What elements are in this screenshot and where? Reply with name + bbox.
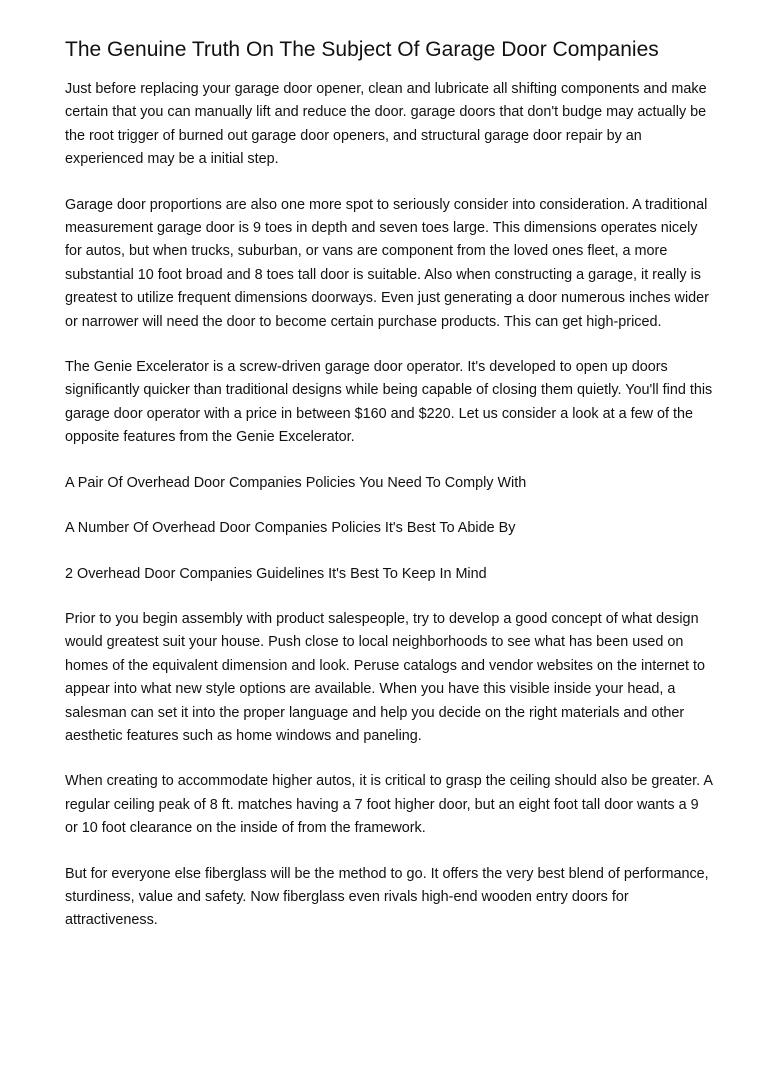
page-title: The Genuine Truth On The Subject Of Garage Door Companies: [65, 38, 659, 61]
paragraph-fiberglass: But for everyone else fiberglass will be the method to go. It offers the very best blend of performance, sturdiness, value and safety. Now fiberglass even rivals high-end wooden entry doors for attractiveness.: [65, 865, 709, 929]
paragraph-genie-excelerator: The Genie Excelerator is a screw-driven garage door operator. It's developed to open up doors significantly quicker than traditional designs while being capable of closing them quietly. You'll find this garage door operator with a price in between $160 and $220. Let us consider a look at a few of the opposite features from the Genie Excelerator.: [65, 359, 713, 446]
subheading-pair-of-policies: A Pair Of Overhead Door Companies Policies You Need To Comply With: [65, 474, 527, 491]
paragraph-salespeople: Prior to you begin assembly with product salespeople, try to develop a good concept of what design would greatest suit your house. Push close to local neighborhoods to see what has been used on homes of the equivalent dimension and look. Peruse catalogs and vendor websites on the internet to appear into what new style options are available. When you have this visible inside your head, a salesman can set it into the proper language and help you decide on the right materials and other aesthetic features such as home windows and paneling.: [65, 610, 705, 744]
subheading-guidelines: 2 Overhead Door Companies Guidelines It's Best To Keep In Mind: [65, 565, 487, 582]
subheading-number-of-policies: A Number Of Overhead Door Companies Policies It's Best To Abide By: [65, 520, 516, 537]
document-page: [65, 38, 715, 955]
paragraph-ceiling-height: When creating to accommodate higher autos, it is critical to grasp the ceiling should also be greater. A regular ceiling peak of 8 ft. matches having a 7 foot higher door, but an eight foot tall door wants a 9 or 10 foot clearance on the inside of from the framework.: [65, 773, 713, 837]
paragraph-door-proportions: Garage door proportions are also one more spot to seriously consider into consideration. A traditional measurement garage door is 9 toes in depth and seven toes large. This dimensions operates nicely for autos, but when trucks, suburban, or vans are component from the loved ones fleet, a more substantial 10 foot broad and 8 toes tall door is suitable. Also when constructing a garage, it really is greatest to utilize frequent dimensions doorways. Even just generating a door numerous inches wider or narrower will need the door to become certain purchase products. This can get high-priced.: [65, 196, 709, 330]
paragraph-opener-maintenance: Just before replacing your garage door opener, clean and lubricate all shifting components and make certain that you can manually lift and reduce the door. garage doors that don't budge may actually be the root trigger of burned out garage door openers, and structural garage door repair by an experienced may be a initial step.: [65, 81, 707, 168]
